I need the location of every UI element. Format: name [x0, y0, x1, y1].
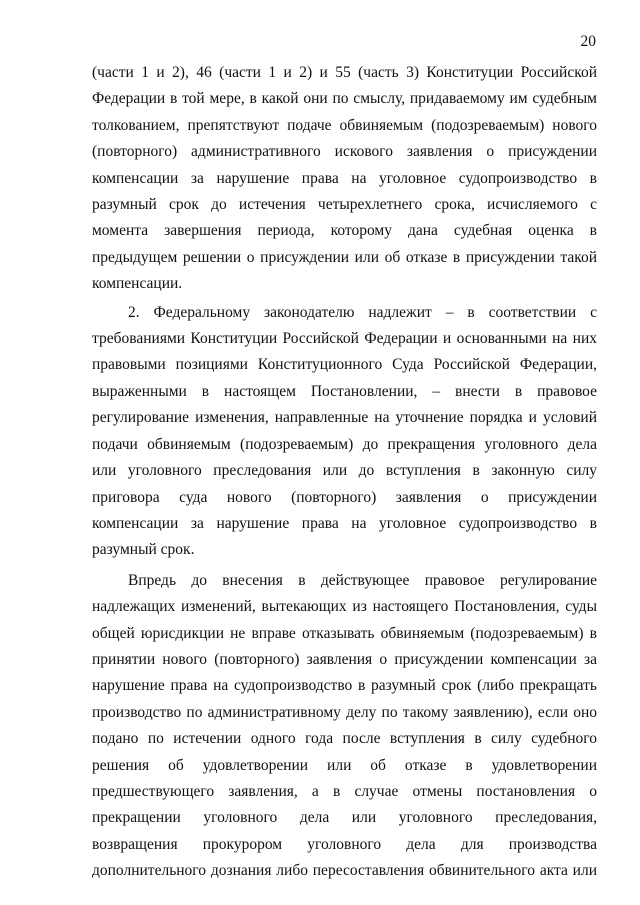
text-line: прекращении уголовного дела или уголовного преследования, — [92, 809, 597, 827]
text-line: 2. Федеральному законодателю надлежит – в соответствии с — [128, 303, 597, 321]
text-line: компенсации за нарушение права на уголовное судопроизводство в — [92, 169, 597, 187]
text-line: разумный срок до истечения четырехлетнего срока, исчисляемого с — [92, 196, 597, 214]
text-line: компенсации за нарушение права на уголовное судопроизводство в — [92, 514, 597, 532]
text-line: подано по истечении одного года после вступления в силу судебного — [92, 730, 597, 748]
text-line: предшествующего заявления, а в случае отмены постановления о — [92, 782, 597, 800]
text-line: подачи обвиняемым (подозреваемым) до прекращения уголовного дела — [92, 435, 597, 453]
text-line: или уголовного преследования или до вступления в законную силу — [92, 462, 597, 480]
text-line: Федерации в той мере, в какой они по смыслу, придаваемому им судебным — [92, 90, 597, 108]
text-line: нарушение права на судопроизводство в разумный срок (либо прекращать — [92, 677, 597, 695]
text-line: приговора суда нового (повторного) заявления о присуждении — [92, 488, 597, 506]
paragraph-2 — [92, 300, 597, 564]
text-line: регулирование изменения, направленные на уточнение порядка и условий — [92, 409, 597, 427]
text-line: возвращения прокурором уголовного дела для производства — [92, 835, 597, 853]
text-line: предыдущем решении о присуждении или об отказе в присуждении такой — [92, 248, 597, 266]
text-line: общей юрисдикции не вправе отказывать обвиняемым (подозреваемым) в — [92, 624, 597, 642]
paragraph-1 — [92, 60, 597, 298]
text-line: Впредь до внесения в действующее правовое регулирование — [128, 571, 597, 589]
text-line: решения об удовлетворении или об отказе в удовлетворении — [92, 756, 597, 774]
text-line: компенсации. — [92, 275, 183, 293]
text-line: выраженными в настоящем Постановлении, – внести в правовое — [92, 382, 597, 400]
document-body — [92, 60, 597, 885]
text-line: толкованием, препятствуют подаче обвиняемым (подозреваемым) нового — [92, 116, 597, 134]
text-line: (части 1 и 2), 46 (части 1 и 2) и 55 (часть 3) Конституции Российской — [92, 64, 597, 81]
paragraph-3 — [92, 568, 597, 885]
text-line: правовыми позициями Конституционного Суда Российской Федерации, — [92, 356, 597, 374]
text-line: момента завершения периода, которому дана судебная оценка в — [92, 222, 597, 240]
text-line: (повторного) административного искового заявления о присуждении — [92, 143, 597, 161]
text-line: дополнительного дознания либо пересоставления обвинительного акта или — [92, 862, 597, 880]
text-line: разумный срок. — [92, 541, 195, 559]
page-number: 20 — [580, 33, 596, 50]
text-line: принятии нового (повторного) заявления о присуждении компенсации за — [92, 650, 597, 668]
text-line: производство по административному делу по такому заявлению), если оно — [92, 703, 597, 721]
text-line: надлежащих изменений, вытекающих из настоящего Постановления, суды — [92, 598, 597, 616]
text-line: требованиями Конституции Российской Федерации и основанными на них — [92, 330, 597, 348]
